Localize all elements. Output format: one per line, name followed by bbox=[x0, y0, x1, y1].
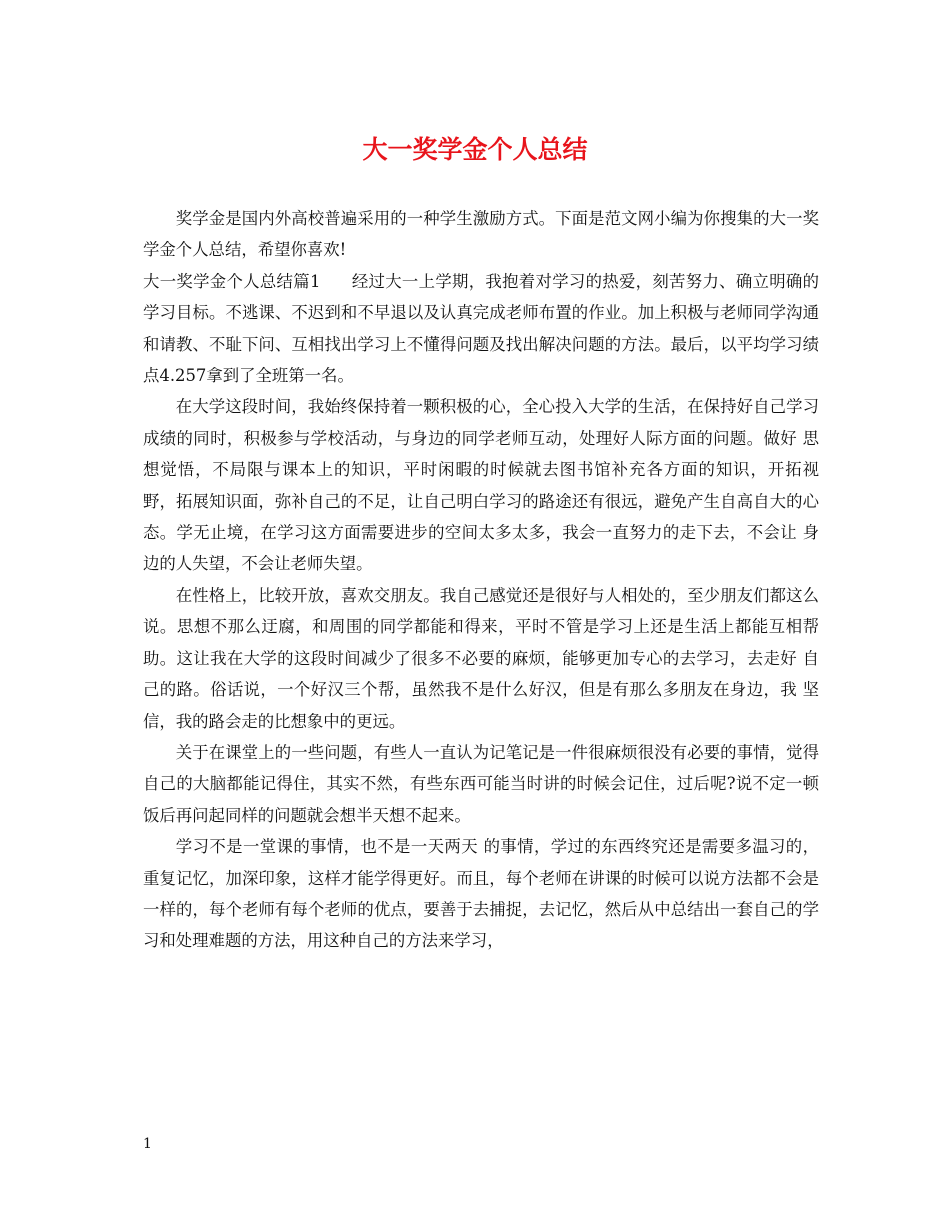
page-number: 1 bbox=[143, 1136, 152, 1152]
section-heading: 大一奖学金个人总结篇1 bbox=[143, 271, 321, 291]
body-paragraph: 学习不是一堂课的事情，也不是一天两天 的事情，学过的东西终究还是需要多温习的，重复记忆，加深印象，这样才能学得更好。而且，每个老师在讲课的时候可以说方法都不会是一样的，每个老师有每个老师的优点，要善于去捕捉，去记忆，然后从中总结出一套自己的学习和处理难题的方法，用这种自己的方法来学习， bbox=[143, 837, 819, 951]
document-title: 大一奖学金个人总结 bbox=[362, 135, 588, 164]
body-paragraph: 在大学这段时间，我始终保持着一颗积极的心，全心投入大学的生活，在保持好自己学习成绩的同时，积极参与学校活动，与身边的同学老师互动，处理好人际方面的问题。做好 思想觉悟，不局限与课本上的知识，平时闲暇的时候就去图书馆补充各方面的知识，开拓视 野，拓展知识面，弥补自己的不足，让自己明白学习的路途还有很远，避免产生自高自大的心态。学无止境，在学习这方面需要进步的空间太多太多，我会一直努力的走下去，不会让 身边的人失望，不会让老师失望。 bbox=[143, 397, 819, 574]
intro-paragraph: 奖学金是国内外高校普遍采用的一种学生激励方式。下面是范文网小编为你搜集的大一奖学金个人总结，希望你喜欢! bbox=[143, 209, 819, 260]
section-paragraph-1 bbox=[143, 266, 819, 392]
section-paragraph-1-text: 经过大一上学期，我抱着对学习的热爱，刻苦努力、确立明确的学习目标。不逃课、不迟到和不早退以及认真完成老师布置的作业。加上积极与老师同学沟通和请教、不耻下问、互相找出学习上不懂得问题及找出解决问题的方法。最后，以平均学习绩点4.257拿到了全班第一名。 bbox=[143, 271, 820, 386]
document-body bbox=[143, 203, 819, 957]
body-paragraph: 关于在课堂上的一些问题，有些人一直认为记笔记是一件很麻烦很没有必要的事情，觉得自己的大脑都能记得住，其实不然，有些东西可能当时讲的时候会记住，过后呢?说不定一顿饭后再问起同样的问题就会想半天想不起来。 bbox=[143, 742, 819, 825]
body-paragraph: 在性格上，比较开放，喜欢交朋友。我自己感觉还是很好与人相处的，至少朋友们都这么说。思想不那么迂腐，和周围的同学都能和得来，平时不管是学习上还是生活上都能互相帮助。这让我在大学的这段时间减少了很多不必要的麻烦，能够更加专心的去学习，去走好 自己的路。俗话说，一个好汉三个帮，虽然我不是什么好汉，但是有那么多朋友在身边，我 坚信，我的路会走的比想象中的更远。 bbox=[143, 585, 819, 731]
